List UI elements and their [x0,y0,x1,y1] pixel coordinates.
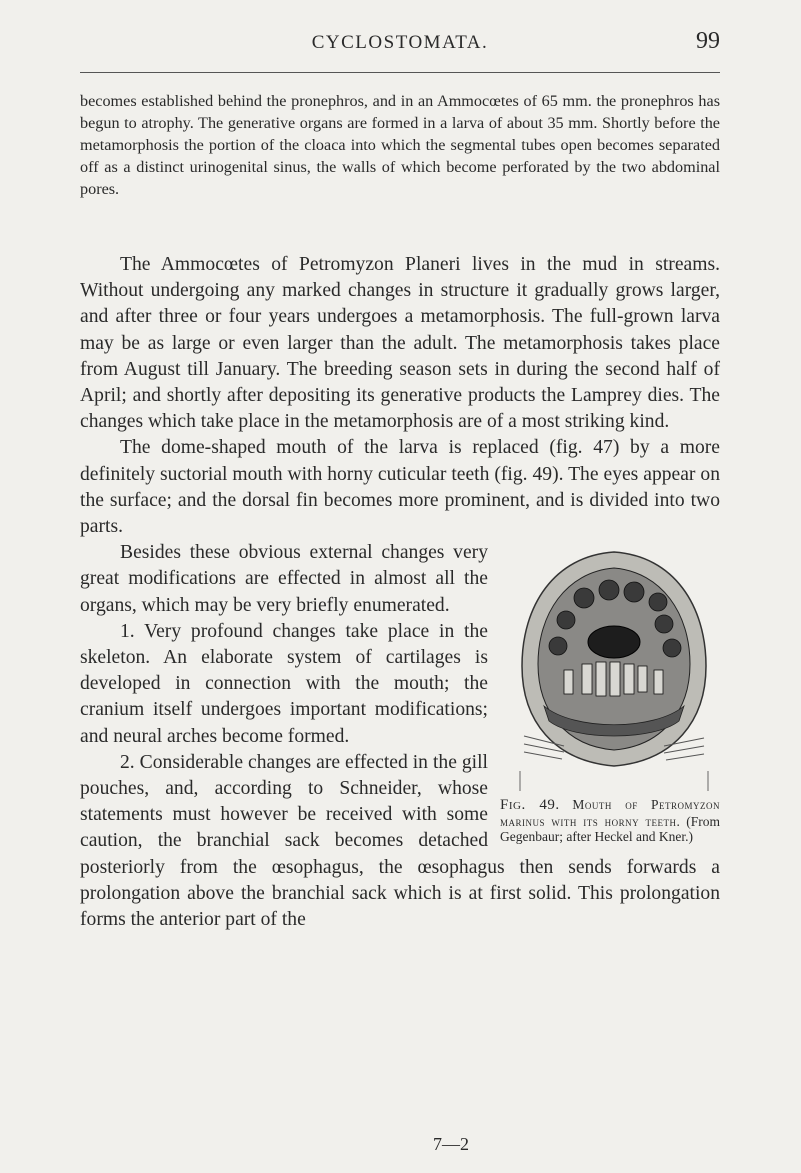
paragraph-continued: becomes established behind the pronephros, and in an Ammocœtes of 65 mm. the pronephros has begun to atrophy. The generative organs are formed in a larva of about 35 mm. Shortly before the metamorphosis the portion of the cloaca into which the segmental tubes open becomes separated off as a distinct urinogenital sinus, the walls of which become perforated by the two abdominal pores. [80,92,720,198]
paragraph-modifications: Besides these obvious external changes very great modifications are effected in almost all the organs, which may be very briefly enumerated. [80,542,488,616]
paragraph-skeleton: 1. Very profound changes take place in the skeleton. An elaborate system of cartilages is developed in connection with the mouth; the cranium itself undergoes important modifications; and neural arches become formed. [80,620,488,747]
figure-caption-title: Mouth of Petromyzon marinus with its horny teeth. [500,797,721,829]
body-text [80,252,720,933]
lamprey-mouth-illustration [514,546,714,791]
paragraph-mouth-intro [80,435,720,540]
figure-49 [500,546,720,845]
paragraph-gill-pouches: 2. Considerable changes are effected in the gill pouches, and, according to Schneider, whose statements must however be received with some caution, the branchial sack becomes detached posteriorly from the œsophagus, the œsophagus then sends forwards a prolongation above the branchial sack which is at first solid. This prolongation forms the anterior part of the [80,751,720,931]
paragraph-ammocoetes: The Ammocœtes of Petromyzon Planeri lives in the mud in streams. Without undergoing any marked changes in structure it gradually grows larger, and after three or four years undergoes a metamorphosis. The full-grown larva may be as large or even larger than the adult. The metamorphosis takes place from August till January. The breeding season sets in during the second half of April; and shortly after depositing its generative products the Lamprey dies. The changes which take place in the metamorphosis are of a most striking kind. [80,254,720,433]
signature-mark: 7—2 [433,1134,469,1154]
running-header [80,28,720,62]
figure-caption-source: (From Gegenbaur; after Heckel and Kner.) [500,813,720,845]
figure-label: Fig. 49. [500,797,560,814]
page-number: 99 [696,28,720,54]
paragraph-mouth-text: The dome-shaped mouth of the larva is replaced (fig. 47) by a more definitely suctorial mouth with horny cuticular teeth (fig. 49). The eyes appear on the surface; and the dorsal fin becomes more prominent, and is divided into two parts. [80,437,720,538]
running-title: CYCLOSTOMATA. [311,32,489,53]
header-rule [80,72,720,73]
figure-caption [500,797,720,845]
